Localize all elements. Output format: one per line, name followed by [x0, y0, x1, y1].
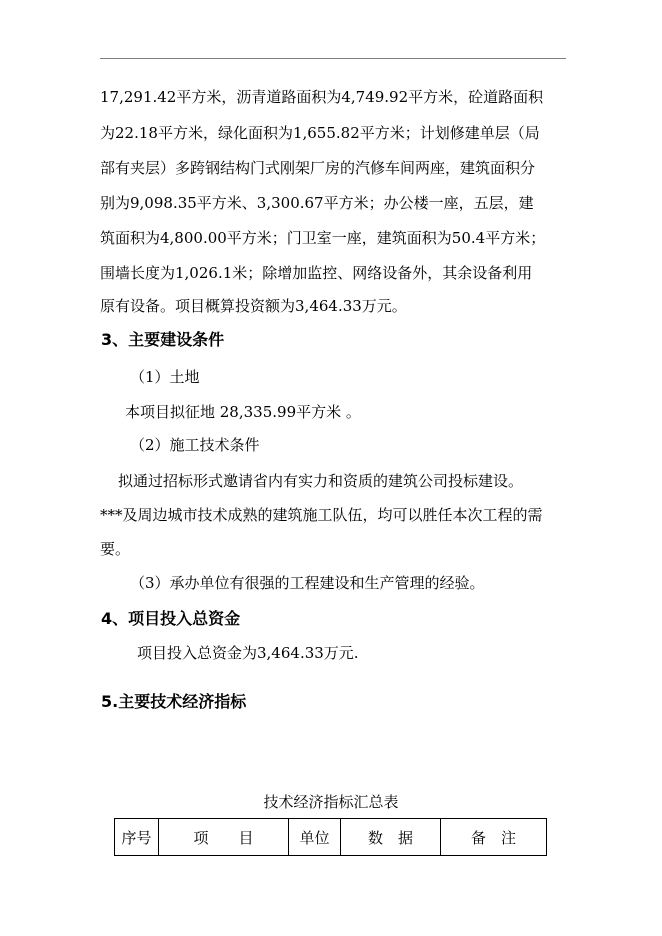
- management-text: （3）承办单位有很强的工程建设和生产管理的经验。: [130, 574, 485, 592]
- paragraph-line: 17,291.42平方米，沥青道路面积为4,749.92平方米，砼道路面积: [100, 88, 544, 106]
- col-header-item: 项 目: [159, 819, 289, 856]
- indicator-summary-table: [114, 818, 547, 856]
- paragraph-line: 围墙长度为1,026.1米；除增加监控、网络设备外，其余设备利用: [100, 264, 533, 282]
- total-investment-text: 项目投入总资金为3,464.33万元.: [137, 644, 359, 662]
- section4-heading: 4、项目投入总资金: [101, 609, 241, 628]
- paragraph-line: 为22.18平方米，绿化面积为1,655.82平方米；计划修建单层（局: [100, 124, 540, 142]
- paragraph-line: 别为9,098.35平方米、3,300.67平方米；办公楼一座，五层，建: [100, 194, 534, 212]
- construction-subheading: （2）施工技术条件: [130, 436, 260, 454]
- col-header-unit: 单位: [289, 819, 341, 856]
- land-text: 本项目拟征地 28,335.99平方米 。: [125, 403, 361, 421]
- construction-text-line: 要。: [100, 540, 131, 558]
- col-header-index: 序号: [115, 819, 159, 856]
- paragraph-line: 筑面积为4,800.00平方米；门卫室一座，建筑面积为50.4平方米；: [100, 229, 546, 247]
- table-title: 技术经济指标汇总表: [263, 793, 399, 811]
- section3-heading: 3、主要建设条件: [101, 330, 225, 349]
- land-subheading: （1）土地: [130, 368, 200, 386]
- paragraph-line: 原有设备。项目概算投资额为3,464.33万元。: [100, 297, 407, 315]
- col-header-data: 数 据: [341, 819, 441, 856]
- construction-text-line: 拟通过招标形式邀请省内有实力和资质的建筑公司投标建设。: [118, 472, 524, 490]
- header-rule: [100, 58, 566, 59]
- table-header-row: [115, 819, 547, 856]
- col-header-remark: 备 注: [441, 819, 547, 856]
- section5-heading: 5.主要技术经济指标: [101, 692, 247, 711]
- paragraph-line: 部有夹层）多跨钢结构门式刚架厂房的汽修车间两座，建筑面积分: [100, 159, 536, 177]
- construction-text-line: ***及周边城市技术成熟的建筑施工队伍，均可以胜任本次工程的需: [100, 506, 543, 524]
